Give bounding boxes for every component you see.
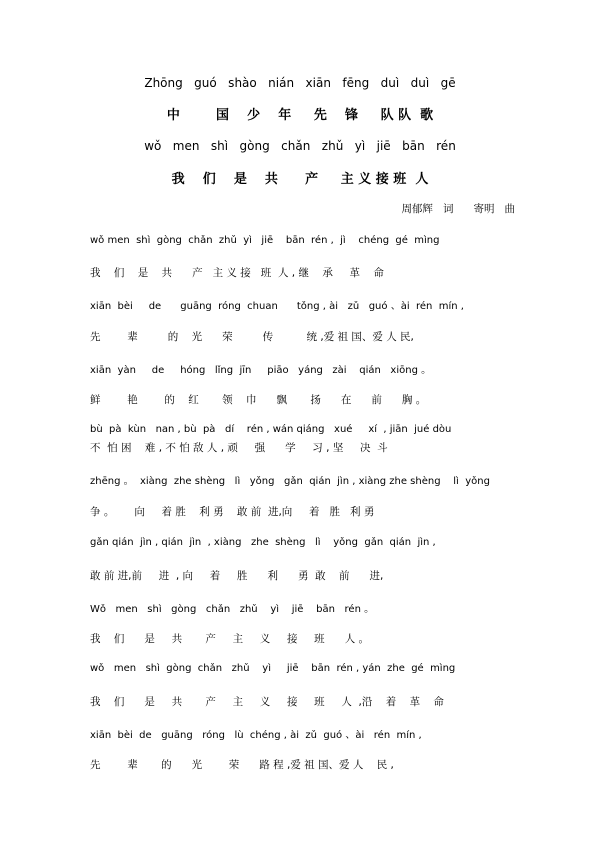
lyric-hanzi-line: 我 们 是 共 产 主 义 接 班 人 。 bbox=[90, 633, 370, 645]
lyric-pinyin-line: Wǒ men shì gòng chǎn zhǔ yì jiē bān rén 。 bbox=[90, 604, 375, 615]
lyric-hanzi-line: 争 。 向 着 胜 利 勇 敢 前 进,向 着 胜 利 勇 bbox=[90, 506, 375, 518]
lyric-pinyin-line: gǎn qián jìn , qián jìn , xiàng zhe shèng lì yǒng gǎn qián jìn , bbox=[90, 537, 436, 548]
lyric-pinyin-line: wǒ men shì gòng chǎn zhǔ yì jiē bān rén , yán zhe gé mìng bbox=[90, 663, 456, 674]
lyric-hanzi-line: 先 辈 的 光 荣 路 程 ,爱 祖 国、爱 人 民 , bbox=[90, 759, 394, 771]
song-subtitle-pinyin: wǒ men shì gòng chǎn zhǔ yì jiē bān rén bbox=[144, 139, 456, 153]
lyric-pinyin-line: zhēng 。 xiàng zhe shèng lì yǒng gǎn qián jìn , xiàng zhe shèng lì yǒng bbox=[90, 476, 490, 487]
author-credits: 周郁辉 词 寄明 曲 bbox=[401, 203, 515, 215]
lyric-pinyin-line: xiān bèi de guāng róng lù chéng , ài zǔ guó 、ài rén mín , bbox=[90, 730, 422, 741]
lyric-hanzi-line: 我 们 是 共 产 主 义 接 班 人 , 继 承 革 命 bbox=[90, 267, 384, 279]
lyric-hanzi-line: 鲜 艳 的 红 领 巾 飘 扬 在 前 胸 。 bbox=[90, 394, 427, 406]
song-title: 中 国 少 年 先 锋 队 队 歌 bbox=[166, 108, 434, 123]
lyric-hanzi-line: 敢 前 进,前 进 , 向 着 胜 利 勇 敢 前 进, bbox=[90, 570, 384, 582]
lyric-pinyin-line: bù pà kùn nan , bù pà dí rén , wán qiáng xué xí , jiān jué dòu bbox=[90, 424, 452, 435]
song-title-pinyin: Zhōng guó shào nián xiān fēng duì duì gē bbox=[144, 76, 456, 90]
lyric-hanzi-line: 我 们 是 共 产 主 义 接 班 人 ,沿 着 革 命 bbox=[90, 696, 444, 708]
lyric-hanzi-line: 先 辈 的 光 荣 传 统 ,爱 祖 国、爱 人 民, bbox=[90, 331, 414, 343]
lyric-pinyin-line: wǒ men shì gòng chǎn zhǔ yì jiē bān rén , jì chéng gé mìng bbox=[90, 235, 440, 246]
song-subtitle: 我 们 是 共 产 主 义 接 班 人 bbox=[171, 172, 429, 187]
lyric-hanzi-line: 不 怕 困 难 , 不 怕 敌 人 , 顽 强 学 习 , 坚 决 斗 bbox=[90, 442, 388, 454]
lyric-pinyin-line: xiān yàn de hóng lǐng jīn piāo yáng zài qián xiōng 。 bbox=[90, 365, 432, 376]
lyric-pinyin-line: xiān bèi de guāng róng chuan tǒng , ài zǔ guó 、ài rén mín , bbox=[90, 301, 464, 312]
